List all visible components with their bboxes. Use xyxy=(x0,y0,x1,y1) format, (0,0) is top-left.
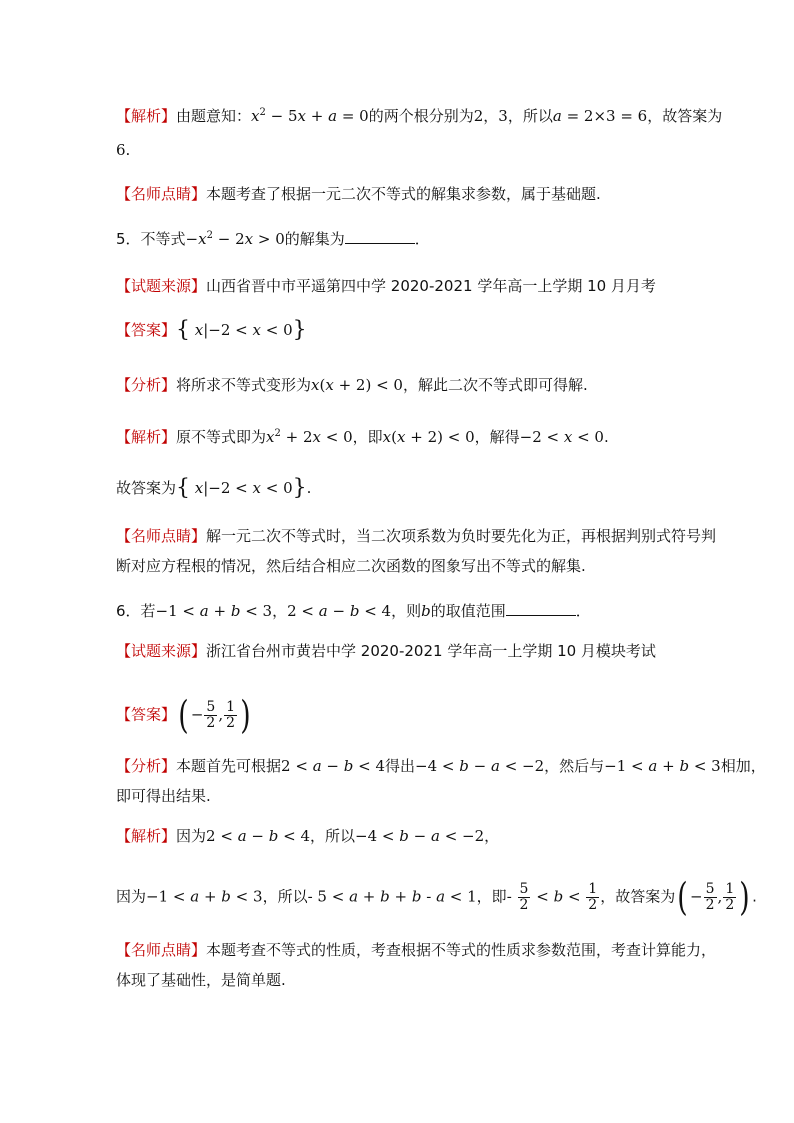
question-6: 6．若−1 < a + b < 3，2 < a − b < 4，则b的取值范围 ． xyxy=(116,602,591,620)
source-text: 浙江省台州市黄岩中学 2020-2021 学年高一上学期 10 月模块考试 xyxy=(206,642,656,660)
answer-tag: 【答案】 xyxy=(116,705,177,724)
fenxi-tag: 【分析】 xyxy=(116,376,177,394)
source-text: 山西省晋中市平遥第四中学 2020-2021 学年高一上学期 10 月月考 xyxy=(206,277,656,295)
answer-blank xyxy=(506,601,576,616)
answer-tag: 【答案】 xyxy=(116,321,177,339)
analysis-line-6c: 【解析】因为2 < a − b < 4，所以−4 < b − a < −2， xyxy=(116,827,500,845)
analysis-tag: 【解析】 xyxy=(116,107,177,125)
answer-line-5: 【答案】{ x|−2 < x < 0} xyxy=(116,317,307,343)
answer-blank xyxy=(345,229,415,244)
comment-tag: 【名师点睛】 xyxy=(116,527,207,545)
comment-text: 解一元二次不等式时，当二次项系数为负时要先化为正，再根据判别式符号判 xyxy=(206,527,717,545)
comment-line-6b xyxy=(116,970,286,990)
comment-line-6a xyxy=(116,940,716,960)
analysis-line-5b: 【解析】原不等式即为$x^2 + 2x < 0$，即x(x + 2) < 0，解得−2 < x < 0. xyxy=(116,428,609,446)
comment-tag: 【名师点睛】 xyxy=(116,185,207,203)
answer-line-6: 【答案】( − $\frac{5}{2}$ , $\frac{1}{2}$ ) xyxy=(116,693,251,737)
source-line-5 xyxy=(116,276,656,296)
comment-text: 体现了基础性，是简单题. xyxy=(116,971,286,989)
answer-value: 6. xyxy=(116,141,131,159)
analysis-tag: 【解析】 xyxy=(116,827,177,845)
analysis-line-6d: 因为−1 < a + b < 3，所以- 5 < a + b + b - a < 1，即- $\frac{5}{2}$ < b < $\frac{1}{2}$ ，故答案为( − $\frac{5}{2}$ , $\frac{1}{2}$ ) . xyxy=(116,875,757,919)
comment-tag: 【名师点睛】 xyxy=(116,941,207,959)
comment-line-5b xyxy=(116,556,586,576)
analysis-line-6b xyxy=(116,786,211,806)
comment-text: 本题考查了根据一元二次不等式的解集求参数，属于基础题. xyxy=(206,185,601,203)
comment-line-1 xyxy=(116,184,601,204)
source-tag: 【试题来源】 xyxy=(116,642,207,660)
analysis-text: 即可得出结果. xyxy=(116,787,211,805)
analysis-line-1 xyxy=(116,106,722,126)
conclusion-line-5: 故答案为{ x|−2 < x < 0}. xyxy=(116,475,312,501)
comment-line-5a xyxy=(116,526,716,546)
analysis-line-1b xyxy=(116,140,130,160)
fenxi-tag: 【分析】 xyxy=(116,757,177,775)
question-5: 5．不等式$-x^2 - 2x > 0$的解集为 ． xyxy=(116,230,430,248)
comment-text: 本题考查不等式的性质，考查根据不等式的性质求参数范围，考查计算能力， xyxy=(206,941,717,959)
comment-text: 断对应方程根的情况，然后结合相应二次函数的图象写出不等式的解集. xyxy=(116,557,586,575)
source-line-6 xyxy=(116,641,656,661)
analysis-line-5a: 【分析】将所求不等式变形为x(x + 2) < 0，解此二次不等式即可得解. xyxy=(116,376,588,394)
analysis-line-6a: 【分析】本题首先可根据2 < a − b < 4得出−4 < b − a < −2，然后与−1 < a + b < 3相加， xyxy=(116,757,766,775)
analysis-text: 由题意知：$x^2 - 5x + a = 0$的两个根分别为2，3，所以a = 2×3 = 6，故答案为 xyxy=(176,107,723,125)
analysis-tag: 【解析】 xyxy=(116,428,177,446)
source-tag: 【试题来源】 xyxy=(116,277,207,295)
